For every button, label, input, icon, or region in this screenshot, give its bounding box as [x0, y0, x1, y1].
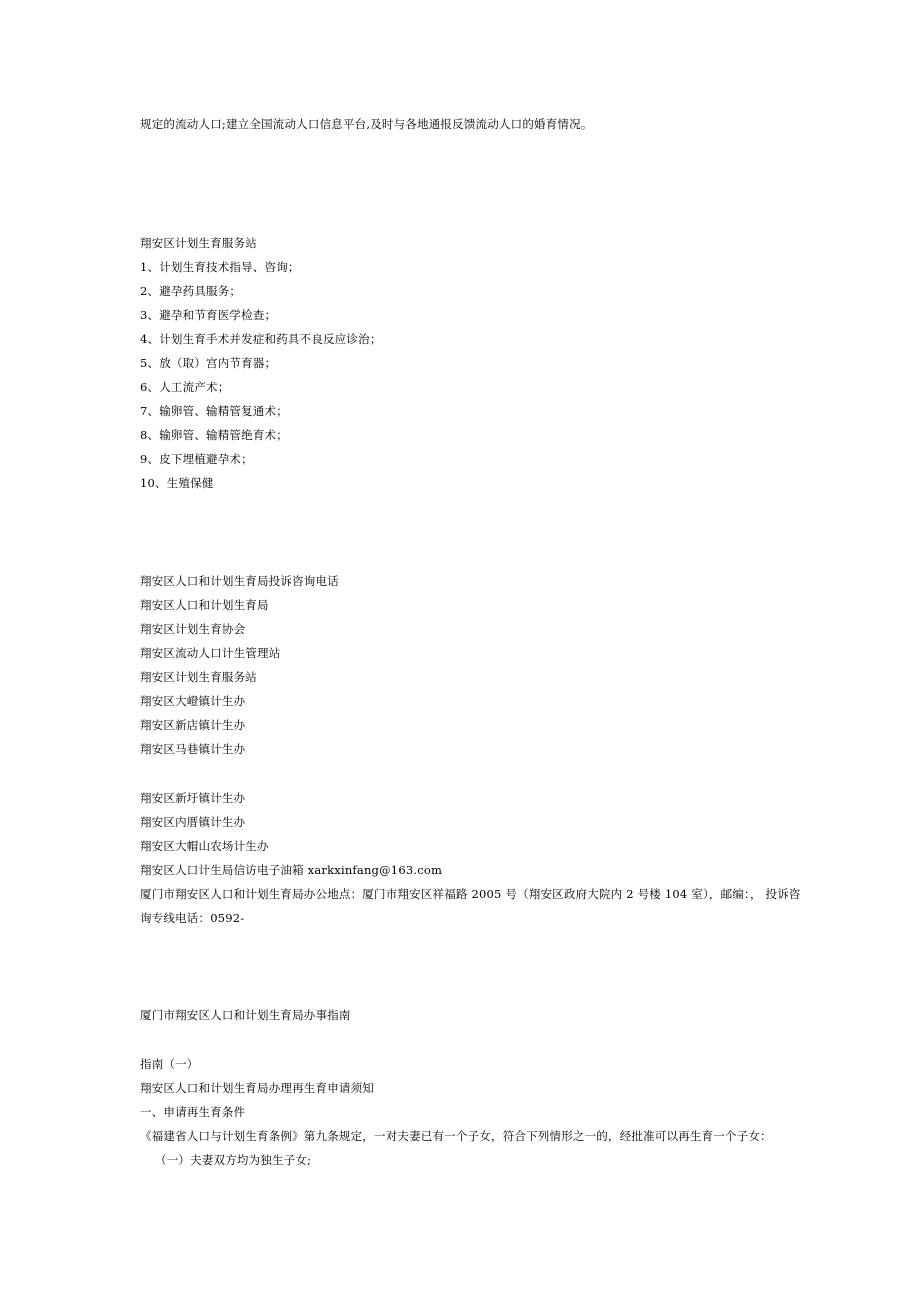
guide-main-title: 厦门市翔安区人口和计划生育局办事指南 — [140, 1008, 351, 1022]
list-item: 翔安区大帽山农场计生办 — [140, 839, 269, 853]
list-item: 4、计划生育手术并发症和药具不良反应诊治； — [140, 332, 382, 346]
complaints-title: 翔安区人口和计划生育局投诉咨询电话 — [140, 574, 339, 588]
list-item: 5、放（取）宫内节育器； — [140, 356, 277, 370]
list-item: 翔安区计划生育协会 — [140, 622, 246, 636]
list-item: 9、皮下埋植避孕术； — [140, 452, 253, 466]
address-line: 厦门市翔安区人口和计划生育局办公地点：厦门市翔安区祥福路 2005 号（翔安区政府大院内 2 号楼 104 室），邮编：， 投诉咨 — [140, 887, 801, 901]
list-item: 翔安区计划生育服务站 — [140, 670, 257, 684]
email-line: 翔安区人口计生局信访电子油箱 xarkxinfang@163.com — [140, 863, 443, 877]
condition-item: （一）夫妻双方均为独生子女; — [155, 1153, 312, 1167]
list-item: 翔安区新圩镇计生办 — [140, 791, 246, 805]
address-line-continued: 询专线电话：0592- — [140, 911, 245, 925]
list-item: 8、输卵管、输精管绝育术； — [140, 428, 288, 442]
list-item: 7、输卵管、输精管复通术； — [140, 404, 288, 418]
list-item: 翔安区内厝镇计生办 — [140, 815, 246, 829]
regulation-text: 《福建省人口与计划生育条例》第九条规定，一对夫妻已有一个子女，符合下列情形之一的，经批准可以再生育一个子女： — [140, 1129, 772, 1143]
list-item: 2、避孕药具服务； — [140, 284, 242, 298]
list-item: 10、生殖保健 — [140, 476, 214, 490]
list-item: 3、避孕和节育医学检查； — [140, 308, 277, 322]
list-item: 1、计划生育技术指导、咨询； — [140, 260, 300, 274]
list-item: 6、人工流产术； — [140, 380, 230, 394]
list-item: 翔安区人口和计划生育局 — [140, 598, 269, 612]
list-item: 翔安区大嶝镇计生办 — [140, 694, 246, 708]
list-item: 翔安区新店镇计生办 — [140, 718, 246, 732]
section-title: 一、申请再生育条件 — [140, 1105, 246, 1119]
guide-sub-title: 指南（一） — [140, 1057, 199, 1071]
intro-line: 规定的流动人口;建立全国流动人口信息平台,及时与各地通报反馈流动人口的婚育情况。 — [140, 117, 593, 131]
notice-title: 翔安区人口和计划生育局办理再生育申请须知 — [140, 1081, 374, 1095]
list-item: 翔安区流动人口计生管理站 — [140, 646, 281, 660]
service-station-title: 翔安区计划生育服务站 — [140, 236, 257, 250]
list-item: 翔安区马巷镇计生办 — [140, 742, 246, 756]
